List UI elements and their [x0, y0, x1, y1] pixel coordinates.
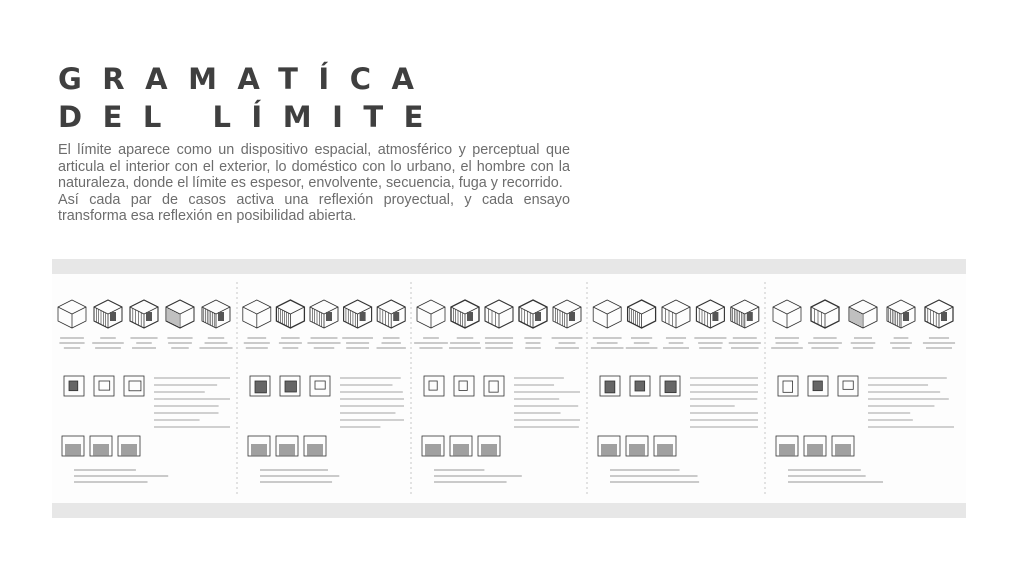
plan-detail — [665, 381, 676, 393]
section-fill — [657, 444, 673, 456]
section-fill — [629, 444, 645, 456]
dark-volume — [110, 312, 116, 321]
cube-edge — [344, 307, 372, 314]
sketch-panel — [765, 282, 955, 494]
cube-edge — [451, 307, 479, 314]
cube-edge — [662, 307, 690, 314]
section-fill — [121, 444, 137, 456]
plan-detail — [843, 381, 853, 389]
sketch-panel — [411, 282, 582, 494]
dark-volume — [146, 312, 152, 321]
plan-square — [778, 376, 798, 396]
title-line-2: DEL LÍMITE — [58, 100, 444, 134]
cube-edge — [519, 307, 547, 314]
sketch-drawing — [52, 274, 966, 503]
plan-detail — [489, 381, 498, 392]
section-fill — [807, 444, 823, 456]
plan-detail — [459, 381, 467, 390]
dark-volume — [903, 312, 909, 321]
section-fill — [307, 444, 323, 456]
cube-edge — [696, 307, 724, 314]
dark-volume — [360, 312, 366, 321]
title-line-1: GRAMATÍCA — [58, 62, 435, 96]
bottom-band — [52, 503, 966, 518]
plan-detail — [315, 381, 325, 389]
cube-edge — [94, 307, 122, 314]
dark-volume — [393, 312, 399, 321]
plan-detail — [783, 381, 793, 392]
section-fill — [65, 444, 81, 456]
sketch-panel — [58, 300, 233, 482]
dark-volume — [941, 312, 947, 321]
top-band — [52, 259, 966, 274]
cube-edge — [58, 307, 86, 314]
page-title — [58, 60, 444, 136]
cube-edge — [377, 307, 405, 314]
cube-edge — [731, 307, 759, 314]
dark-volume — [712, 312, 718, 321]
cube-edge — [485, 307, 513, 314]
sketch-panel — [587, 282, 761, 494]
section-fill — [481, 444, 497, 456]
dark-volume — [326, 312, 332, 321]
intro-text — [58, 142, 570, 225]
sketch-sheet — [52, 274, 966, 503]
plan-square — [310, 376, 330, 396]
plan-square — [424, 376, 444, 396]
section-fill — [453, 444, 469, 456]
intro-paragraph-2: Así cada par de casos activa una reflexión proyectual, y cada ensayo transforma esa reflexión en posibilidad abierta. — [58, 191, 570, 225]
plan-detail — [129, 381, 141, 391]
cube-edge — [811, 307, 839, 314]
plan-square — [454, 376, 474, 396]
cube-edge — [773, 307, 801, 314]
plan-detail — [635, 381, 645, 391]
plan-detail — [255, 381, 266, 393]
cube-edge — [593, 307, 621, 314]
cube-edge — [243, 307, 271, 314]
dark-volume — [747, 312, 753, 321]
section-fill — [279, 444, 295, 456]
dark-volume — [569, 312, 575, 321]
plan-detail — [605, 381, 615, 393]
plan-square — [94, 376, 114, 396]
section-fill — [93, 444, 109, 456]
plan-square — [838, 376, 858, 396]
plan-detail — [285, 381, 296, 392]
cube-edge — [202, 307, 230, 314]
section-fill — [601, 444, 617, 456]
section-fill — [251, 444, 267, 456]
plan-detail — [69, 381, 78, 391]
dark-volume — [467, 312, 473, 321]
plan-detail — [429, 381, 437, 390]
plan-detail — [99, 381, 110, 390]
section-fill — [779, 444, 795, 456]
section-fill — [425, 444, 441, 456]
section-fill — [835, 444, 851, 456]
plan-square — [484, 376, 504, 396]
sketch-panel — [237, 282, 406, 494]
cube-edge — [925, 307, 953, 314]
cube-edge — [130, 307, 158, 314]
cube-edge — [310, 307, 338, 314]
dark-volume — [218, 312, 224, 321]
cube-edge — [887, 307, 915, 314]
intro-paragraph-1: El límite aparece como un dispositivo espacial, atmosférico y perceptual que articula el interior con el exterior, lo doméstico con lo urbano, el hombre con la naturaleza, donde el límite es espesor, envolvente, secuencia, fuga y recorrido. — [58, 142, 570, 192]
dark-volume — [535, 312, 541, 321]
plan-detail — [813, 381, 822, 391]
cube-edge — [553, 307, 581, 314]
cube-edge — [417, 307, 445, 314]
